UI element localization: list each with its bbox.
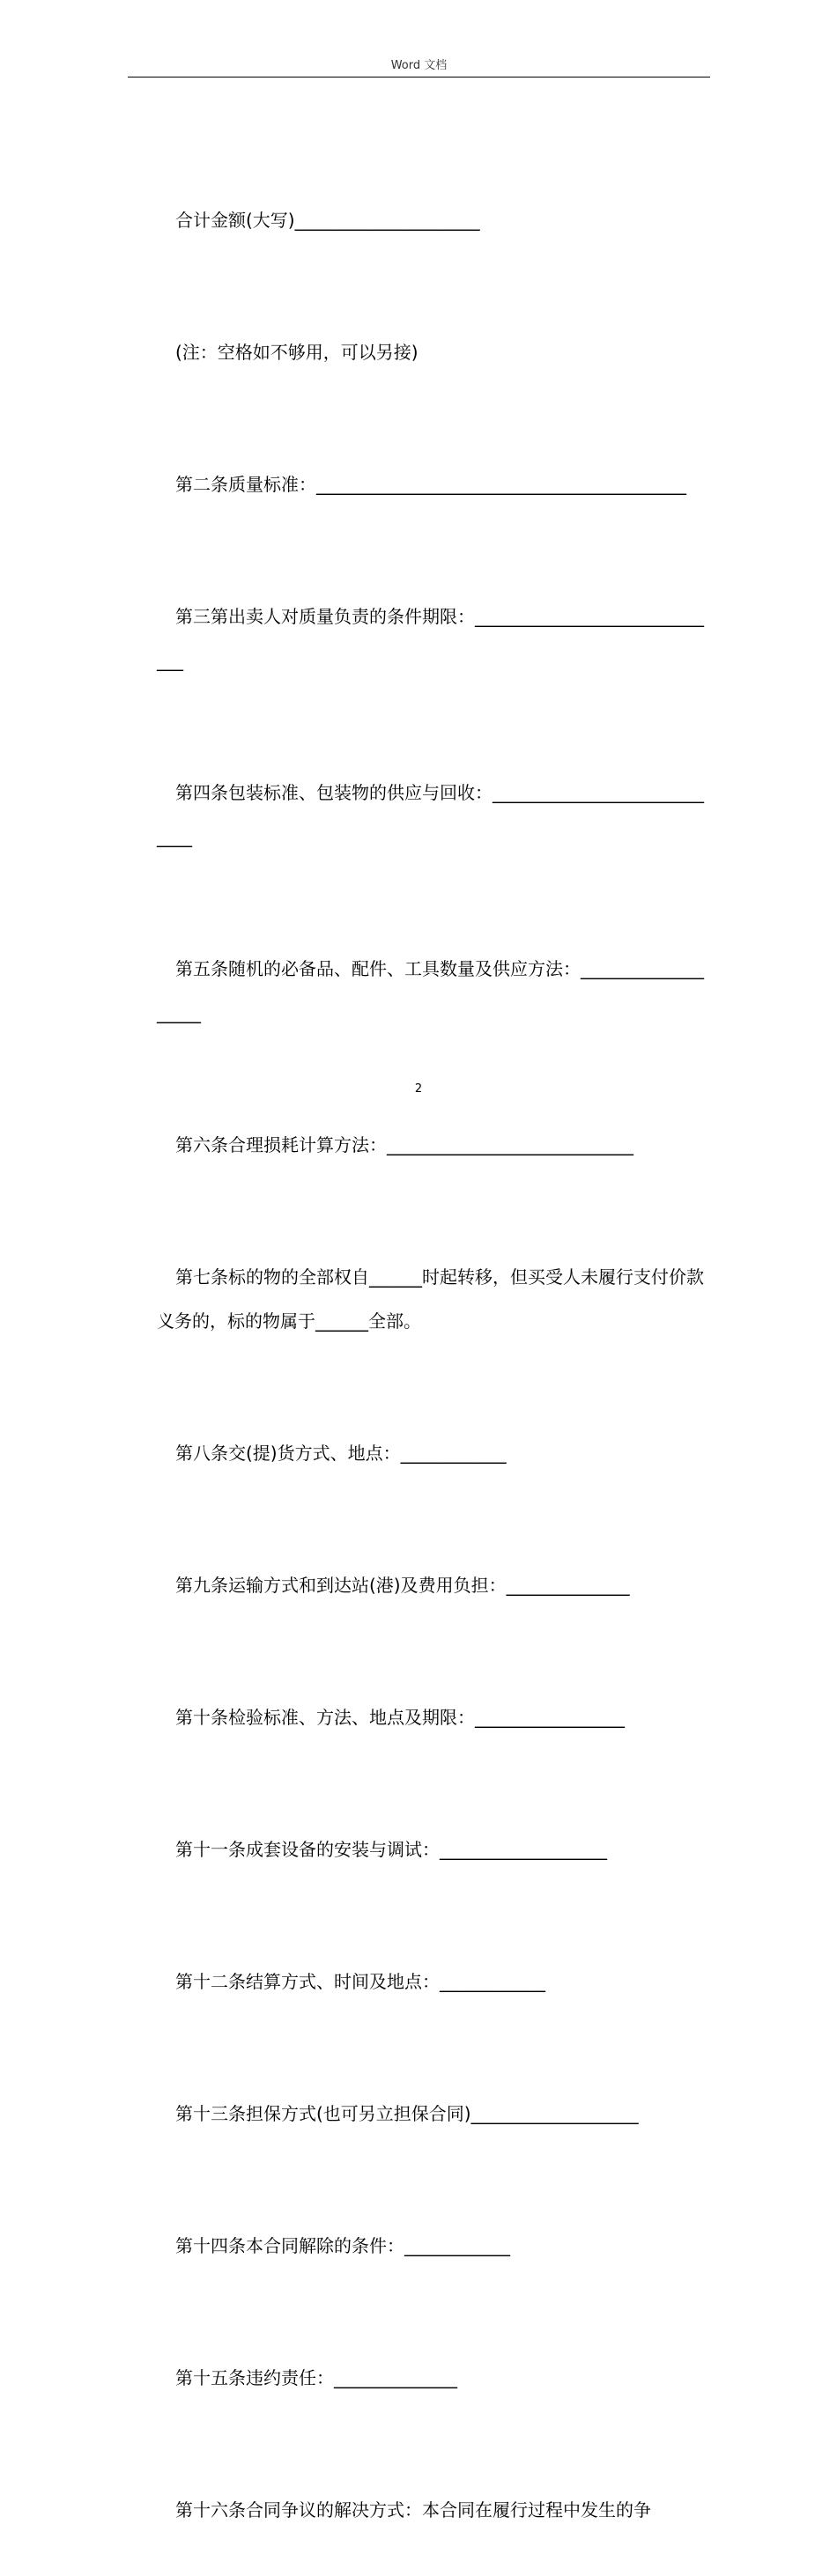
paragraph-article-4: 第四条包装标准、包装物的供应与回收：____________________________ xyxy=(157,782,704,847)
paragraph-article-16: 第十六条合同争议的解决方式：本合同在履行过程中发生的争 xyxy=(175,2499,651,2521)
paragraph-total-amount: 合计金额(大写)_____________________ xyxy=(175,210,480,231)
paragraph-article-13: 第十三条担保方式(也可另立担保合同)___________________ xyxy=(175,2103,639,2124)
paragraph-article-6: 第六条合理损耗计算方法：____________________________ xyxy=(175,1134,633,1155)
paragraph-article-12: 第十二条结算方式、时间及地点：____________ xyxy=(175,1971,545,1992)
paragraph-note: (注：空格如不够用，可以另接) xyxy=(175,342,418,363)
paragraph-article-2: 第二条质量标准：__________________________________________ xyxy=(175,474,686,495)
paragraph-article-10: 第十条检验标准、方法、地点及期限：_________________ xyxy=(175,1707,625,1728)
paragraph-article-3: 第三第出卖人对质量负责的条件期限：_____________________________ xyxy=(157,606,704,671)
paragraph-article-14: 第十四条本合同解除的条件：____________ xyxy=(175,2235,510,2256)
paragraph-article-15: 第十五条违约责任：______________ xyxy=(175,2367,457,2388)
document-body xyxy=(157,110,705,2576)
paragraph-article-8: 第八条交(提)货方式、地点：____________ xyxy=(175,1443,507,1464)
paragraph-article-7: 第七条标的物的全部权自______时起转移，但买受人未履行支付价款义务的，标的物属于______全部。 xyxy=(157,1266,704,1332)
paragraph-article-5: 第五条随机的必备品、配件、工具数量及供应方法：___________________ xyxy=(157,958,704,1023)
page-number: 2 xyxy=(414,1082,423,1096)
paragraph-article-9: 第九条运输方式和到达站(港)及费用负担：______________ xyxy=(175,1575,630,1596)
header-rule xyxy=(128,77,710,78)
page-header: Word 文档 xyxy=(390,59,448,72)
paragraph-article-11: 第十一条成套设备的安装与调试：___________________ xyxy=(175,1839,607,1860)
